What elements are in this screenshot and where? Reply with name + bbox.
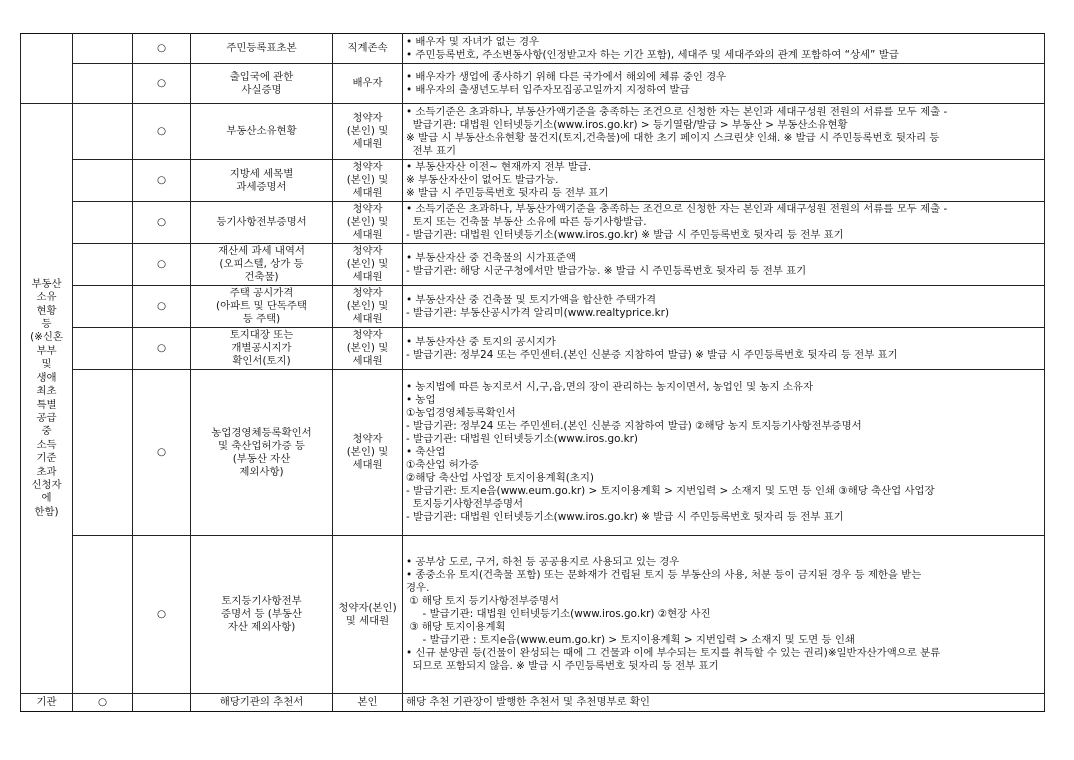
document-name: 해당기관의 추천서 bbox=[191, 694, 333, 712]
table-row bbox=[21, 244, 1045, 286]
blank-cell bbox=[73, 370, 133, 536]
table-row bbox=[21, 286, 1045, 328]
description bbox=[403, 64, 1045, 104]
target-person bbox=[333, 370, 403, 536]
document-name bbox=[191, 536, 333, 694]
check-mark: ○ bbox=[133, 104, 191, 160]
blank-cell bbox=[73, 160, 133, 202]
table-row bbox=[21, 202, 1045, 244]
text-line: ① 해당 토지 등기사항전부증명서 bbox=[406, 595, 560, 607]
document-name bbox=[191, 286, 333, 328]
table-row bbox=[21, 160, 1045, 202]
text-line: • 농업 bbox=[406, 394, 436, 406]
document-name bbox=[191, 244, 333, 286]
text-line: • 농지법에 따른 농지로서 시,구,읍,면의 장이 관리하는 농지이면서, 농업인 및 농지 소유자 bbox=[406, 381, 813, 393]
text-line: 에 bbox=[41, 492, 52, 505]
text-line: • 주민등록번호, 주소변동사항(인정받고자 하는 기간 포함), 세대주 및 세대주와의 관계 포함하여 “상세” 발급 bbox=[406, 48, 899, 61]
check-mark: ○ bbox=[133, 64, 191, 104]
text-line: 등 bbox=[41, 318, 52, 331]
text-line: ①축산업 허가증 bbox=[406, 459, 479, 471]
blank-cell bbox=[73, 244, 133, 286]
text-line: - 발급기관: 대법원 인터넷등기소(www.iros.go.kr) ②현장 사진 bbox=[406, 608, 711, 620]
target-person bbox=[333, 244, 403, 286]
text-line: 직계존속 bbox=[347, 42, 388, 54]
check-mark: ○ bbox=[133, 202, 191, 244]
text-line: 중 bbox=[41, 425, 52, 438]
text-line: - 발급기관 : 토지e음(www.eum.go.kr) > 토지이용계획 > 지번입력 > 소재지 및 도면 등 인쇄 bbox=[406, 634, 855, 646]
text-line: 부부 bbox=[36, 344, 57, 357]
text-line: ③ 해당 토지이용계획 bbox=[406, 621, 506, 633]
target-person bbox=[333, 64, 403, 104]
description: 해당 추천 기관장이 발행한 추천서 및 추천명부로 확인 bbox=[403, 694, 1045, 712]
text-line: 증명서 등 (부동산 bbox=[221, 608, 302, 620]
text-line: 되므로 포함되지 않음. ※ 발급 시 주민등록번호 뒷자리 등 전부 표기 bbox=[406, 660, 719, 672]
text-line: - 발급기관: 부동산공시가격 알리미(www.realtyprice.kr) bbox=[406, 306, 669, 319]
text-line: 기준 bbox=[36, 452, 57, 465]
document-name bbox=[191, 328, 333, 370]
text-line: - 발급기관: 대법원 인터넷등기소(www.iros.go.kr) bbox=[406, 433, 638, 445]
text-line: 부동산소유현황 bbox=[226, 125, 297, 137]
blank-cell bbox=[73, 286, 133, 328]
text-line: 최초 bbox=[36, 385, 57, 398]
text-line: ①농업경영체등록확인서 bbox=[406, 407, 516, 419]
text-line: 주택 공시가격 bbox=[229, 287, 294, 299]
description bbox=[403, 536, 1045, 694]
text-line: 및 축산업허가증 등 bbox=[218, 439, 305, 452]
text-line: 소유 bbox=[36, 291, 57, 304]
text-line: • 부동산자산 이전~ 현재까지 전부 발급. bbox=[406, 161, 592, 173]
text-line: - 발급기관: 대법원 인터넷등기소(www.iros.go.kr) ※ 발급 시 주민등록번호 뒷자리 등 전부 표기 bbox=[406, 229, 844, 241]
description bbox=[403, 104, 1045, 160]
target-person bbox=[333, 328, 403, 370]
text-line: 주민등록표초본 bbox=[226, 42, 297, 54]
table-row bbox=[21, 694, 1045, 712]
text-line: (본인) 및 bbox=[346, 216, 389, 228]
document-name bbox=[191, 160, 333, 202]
check-mark: ○ bbox=[73, 694, 133, 712]
text-line: • 소득기준은 초과하나, 부동산가액기준을 충족하는 조건으로 신청한 자는 본인과 세대구성원 전원의 서류를 모두 제출 - bbox=[406, 105, 948, 118]
document-name bbox=[191, 370, 333, 536]
text-line: 경우. bbox=[406, 582, 430, 594]
text-line: 전부 표기 bbox=[406, 144, 457, 157]
text-line: 세대원 bbox=[352, 138, 383, 150]
target-person bbox=[333, 104, 403, 160]
text-line: (아파트 및 단독주택 bbox=[216, 300, 307, 312]
document-name bbox=[191, 104, 333, 160]
text-line: 제외사항) bbox=[239, 465, 284, 478]
text-line: 공급 bbox=[36, 411, 57, 424]
category-cell-empty bbox=[21, 34, 73, 104]
text-line: 개별공시지가 bbox=[231, 342, 292, 354]
text-line: 세대원 bbox=[352, 355, 383, 367]
text-line: 과세증명서 bbox=[236, 180, 287, 193]
description bbox=[403, 160, 1045, 202]
document-table bbox=[20, 33, 1045, 712]
text-line: 발급기관: 대법원 인터넷등기소(www.iros.go.kr) > 등기열람/발급 > 부동산 > 부동산소유현황 bbox=[406, 118, 848, 131]
text-line: 초과 bbox=[36, 465, 57, 478]
check-mark: ○ bbox=[133, 536, 191, 694]
description bbox=[403, 286, 1045, 328]
text-line: • 배우자 및 자녀가 없는 경우 bbox=[406, 35, 540, 48]
text-line: (본인) 및 bbox=[346, 446, 389, 458]
text-line: 소득 bbox=[36, 438, 57, 451]
text-line: - 발급기관: 정부24 또는 주민센터.(본인 신분증 지참하여 발급) ※ 발급 시 주민등록번호 뒷자리 등 전부 표기 bbox=[406, 348, 898, 361]
text-line: 신청자 bbox=[31, 478, 62, 491]
text-line: 특별 bbox=[36, 398, 57, 411]
document-name bbox=[191, 34, 333, 64]
blank-cell bbox=[73, 328, 133, 370]
text-line: • 소득기준은 초과하나, 부동산가액기준을 충족하는 조건으로 신청한 자는 본인과 세대구성원 전원의 서류를 모두 제출 - bbox=[406, 203, 948, 215]
description bbox=[403, 34, 1045, 64]
text-line: ②해당 축산업 사업장 토지이용계획(초지) bbox=[406, 472, 594, 484]
text-line: • 부동산자산 중 토지의 공시지가 bbox=[406, 335, 556, 348]
target-person bbox=[333, 34, 403, 64]
text-line: 출입국에 관한 bbox=[229, 70, 294, 83]
check-mark: ○ bbox=[133, 160, 191, 202]
check-mark: ○ bbox=[133, 286, 191, 328]
text-line: - 발급기관: 정부24 또는 주민센터.(본인 신분증 지참하여 발급) ②해당 농지 토지등기사항전부증명서 bbox=[406, 420, 862, 432]
table-row bbox=[21, 104, 1045, 160]
text-line: 세대원 bbox=[352, 271, 383, 283]
text-line: - 발급기관: 대법원 인터넷등기소(www.iros.go.kr) ※ 발급 시 주민등록번호 뒷자리 등 전부 표기 bbox=[406, 511, 844, 523]
text-line: 세대원 bbox=[352, 459, 383, 471]
text-line: 현황 bbox=[36, 304, 57, 317]
document-name bbox=[191, 202, 333, 244]
check-mark: ○ bbox=[133, 370, 191, 536]
target-person bbox=[333, 286, 403, 328]
text-line: 청약자 bbox=[352, 433, 383, 445]
text-line: 한함) bbox=[34, 505, 59, 518]
description bbox=[403, 244, 1045, 286]
text-line: ※ 부동산자산이 없어도 발급가능. bbox=[406, 174, 559, 186]
text-line: 생애 bbox=[36, 371, 57, 384]
check-mark: ○ bbox=[133, 328, 191, 370]
text-line: (본인) 및 bbox=[346, 342, 389, 354]
document-name bbox=[191, 64, 333, 104]
text-line: ※ 발급 시 주민등록번호 뒷자리 등 전부 표기 bbox=[406, 187, 609, 199]
target-person bbox=[333, 202, 403, 244]
check-mark: ○ bbox=[133, 244, 191, 286]
text-line: 등기사항전부증명서 bbox=[216, 216, 307, 228]
category-cell bbox=[21, 104, 73, 694]
text-line: • 공부상 도로, 구거, 하천 등 공공용지로 사용되고 있는 경우 bbox=[406, 556, 680, 568]
text-line: • 축산업 bbox=[406, 446, 446, 458]
text-line: 청약자(본인) bbox=[338, 601, 397, 614]
text-line: 청약자 bbox=[352, 287, 383, 299]
text-line: 및 세대원 bbox=[345, 614, 390, 627]
text-line: • 배우자가 생업에 종사하기 위해 다른 국가에서 해외에 체류 중인 경우 bbox=[406, 70, 727, 83]
text-line: 토지 또는 건축물 부동산 소유에 따른 등기사항발급. bbox=[406, 216, 647, 228]
text-line: - 발급기관: 해당 시군구청에서만 발급가능. ※ 발급 시 주민등록번호 뒷자리 등 전부 표기 bbox=[406, 264, 807, 277]
text-line: • 부동산자산 중 건축물 및 토지가액을 합산한 주택가격 bbox=[406, 293, 657, 306]
text-line: (본인) 및 bbox=[346, 300, 389, 312]
blank-cell bbox=[73, 64, 133, 104]
text-line: 사실증명 bbox=[241, 83, 282, 96]
blank-cell bbox=[73, 202, 133, 244]
text-line: • 신규 분양권 등(건물이 완성되는 때에 그 건물과 이에 부수되는 토지를 취득할 수 있는 권리)※일반자산가액으로 분류 bbox=[406, 647, 941, 659]
text-line: • 부동산자산 중 건축물의 시가표준액 bbox=[406, 251, 576, 264]
table-row bbox=[21, 34, 1045, 64]
description bbox=[403, 328, 1045, 370]
text-line: 토지등기사항전부증명서 bbox=[406, 498, 524, 510]
text-line: (본인) 및 bbox=[346, 174, 389, 186]
text-line: 건축물) bbox=[244, 271, 279, 283]
target-person bbox=[333, 536, 403, 694]
category-cell: 기관 bbox=[21, 694, 73, 712]
table-row bbox=[21, 370, 1045, 536]
text-line: 세대원 bbox=[352, 187, 383, 199]
text-line: (본인) 및 bbox=[346, 125, 389, 137]
text-line: 청약자 bbox=[352, 203, 383, 215]
text-line: • 종중소유 토지(건축물 포함) 또는 문화재가 건립된 토지 등 부동산의 사용, 처분 등이 금지된 경우 등 제한을 받는 bbox=[406, 569, 922, 581]
text-line: 토지등기사항전부 bbox=[221, 595, 302, 607]
text-line: 지방세 세목별 bbox=[229, 167, 294, 180]
text-line: (본인) 및 bbox=[346, 258, 389, 270]
text-line: 자산 제외사항) bbox=[227, 621, 296, 633]
check-mark: ○ bbox=[133, 34, 191, 64]
text-line: 부동산 bbox=[31, 277, 62, 290]
text-line: (부동산 자산 bbox=[232, 452, 291, 465]
text-line: 청약자 bbox=[352, 112, 383, 124]
text-line: - 발급기관: 토지e음(www.eum.go.kr) > 토지이용계획 > 지번입력 > 소재지 및 도면 등 인쇄 ③해당 축산업 사업장 bbox=[406, 485, 935, 497]
text-line: 등 주택) bbox=[242, 313, 281, 325]
text-line: (오피스텔, 상가 등 bbox=[219, 258, 304, 270]
text-line: 세대원 bbox=[352, 313, 383, 325]
blank-cell bbox=[73, 34, 133, 64]
text-line: 확인서(토지) bbox=[232, 355, 291, 367]
text-line: 및 bbox=[41, 358, 52, 371]
description bbox=[403, 202, 1045, 244]
text-line: 재산세 과세 내역서 bbox=[218, 245, 305, 257]
text-line: 청약자 bbox=[352, 161, 383, 173]
text-line: 청약자 bbox=[352, 329, 383, 341]
text-line: 세대원 bbox=[352, 229, 383, 241]
table-row bbox=[21, 536, 1045, 694]
target-person bbox=[333, 160, 403, 202]
text-line: ※ 발급 시 부동산소유현황 물건지(토지,건축물)에 대한 초기 페이지 스크린샷 인쇄. ※ 발급 시 주민등록번호 뒷자리 등 bbox=[406, 131, 940, 144]
text-line: • 배우자의 출생년도부터 입주자모집공고일까지 지정하여 발급 bbox=[406, 83, 690, 96]
blank-cell bbox=[73, 104, 133, 160]
text-line: (※신혼 bbox=[30, 331, 63, 344]
description bbox=[403, 370, 1045, 536]
text-line: 토지대장 또는 bbox=[229, 329, 294, 341]
text-line: 농업경영체등록확인서 bbox=[211, 426, 312, 439]
table-row bbox=[21, 328, 1045, 370]
blank-cell bbox=[73, 536, 133, 694]
blank-cell bbox=[133, 694, 191, 712]
table-row bbox=[21, 64, 1045, 104]
text-line: 청약자 bbox=[352, 245, 383, 257]
text-line: 배우자 bbox=[352, 77, 383, 89]
target-person: 본인 bbox=[333, 694, 403, 712]
